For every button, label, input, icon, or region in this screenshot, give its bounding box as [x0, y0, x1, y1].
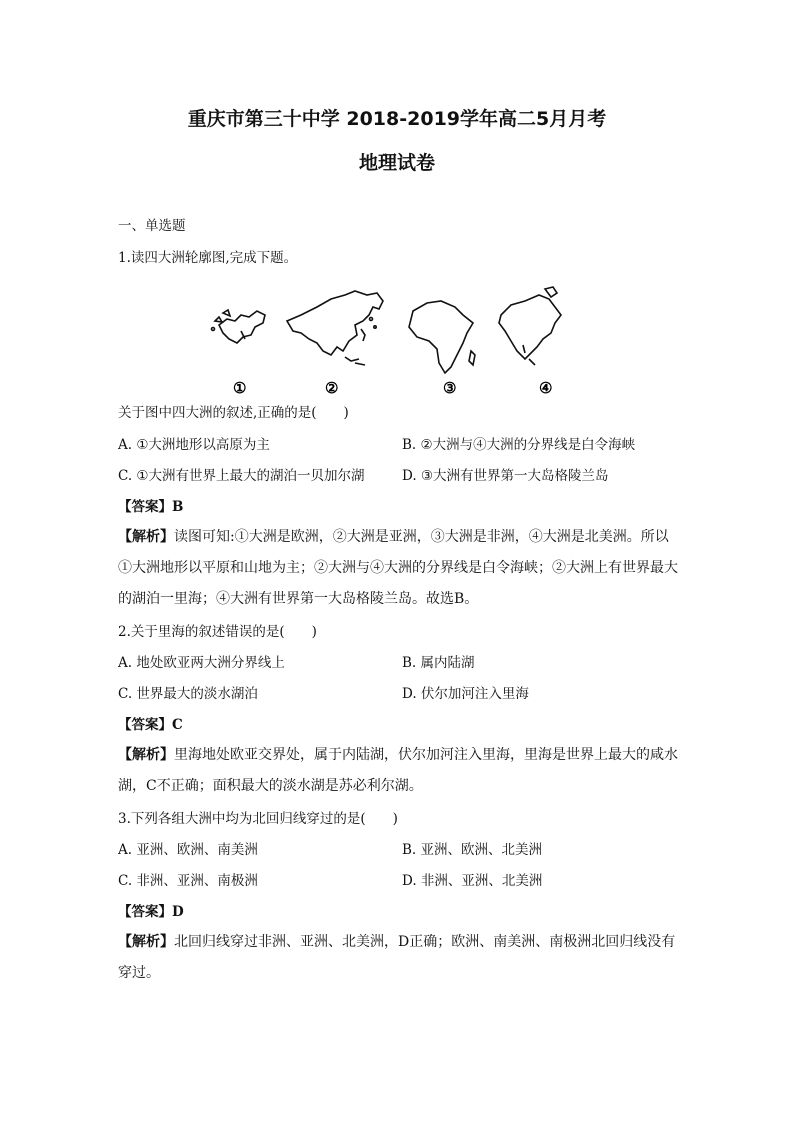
figure-label-2: ② [325, 379, 339, 397]
q2-option-c: C. 世界最大的淡水湖泊 [118, 686, 258, 702]
analysis-label: 【解析】 [118, 747, 174, 763]
q3-option-d: D. 非洲、亚洲、北美洲 [402, 873, 543, 889]
q2-option-b: B. 属内陆湖 [402, 655, 475, 671]
analysis-label: 【解析】 [118, 529, 174, 545]
q3-option-a: A. 亚洲、欧洲、南美洲 [118, 842, 258, 858]
q1-option-a: A. ①大洲地形以高原为主 [118, 437, 270, 453]
q1-option-d: D. ③大洲有世界第一大岛格陵兰岛 [402, 468, 609, 484]
q1-option-b: B. ②大洲与④大洲的分界线是白令海峡 [402, 437, 636, 453]
q3-option-b: B. 亚洲、欧洲、北美洲 [402, 842, 543, 858]
q3-analysis [118, 927, 678, 989]
q2-analysis [118, 740, 678, 802]
q2-stem: 2.关于里海的叙述错误的是( ) [118, 624, 317, 640]
asia-outline [287, 291, 383, 365]
analysis-label: 【解析】 [118, 934, 174, 950]
section-heading: 一、单选题 [118, 218, 186, 234]
q3-answer: 【答案】D [118, 904, 184, 920]
figure-label-3: ③ [443, 379, 457, 397]
q1-analysis [118, 522, 678, 615]
figure-label-4: ④ [539, 379, 553, 397]
q2-answer: 【答案】C [118, 717, 183, 733]
exam-title: 重庆市第三十中学 2018-2019学年高二5月月考 [187, 108, 607, 130]
africa-outline [409, 301, 475, 373]
q3-stem: 3.下列各组大洲中均为北回归线穿过的是( ) [118, 811, 398, 827]
continents-outline-figure [205, 285, 585, 397]
analysis-text: 里海地处欧亚交界处，属于内陆湖，伏尔加河注入里海，里海是世界上最大的咸水湖，C不正确；面积最大的淡水湖是苏必利尔湖。 [118, 747, 678, 794]
analysis-text: 读图可知:①大洲是欧洲，②大洲是亚洲，③大洲是非洲，④大洲是北美洲。所以①大洲地形以平原和山地为主；②大洲与④大洲的分界线是白令海峡；②大洲上有世界最大的湖泊一里海；④大洲有世界第一大岛格陵兰岛。故选B。 [118, 529, 678, 607]
analysis-text: 北回归线穿过非洲、亚洲、北美洲，D正确；欧洲、南美洲、南极洲北回归线没有穿过。 [118, 934, 676, 981]
europe-outline [212, 310, 266, 343]
q1-question: 关于图中四大洲的叙述,正确的是( ) [118, 405, 349, 421]
exam-subtitle: 地理试卷 [358, 152, 435, 174]
q1-answer: 【答案】B [118, 499, 184, 515]
q2-option-a: A. 地处欧亚两大洲分界线上 [118, 655, 285, 671]
q1-stem: 1.读四大洲轮廓图,完成下题。 [118, 250, 298, 266]
q3-option-c: C. 非洲、亚洲、南极洲 [118, 873, 258, 889]
q1-option-c: C. ①大洲有世界上最大的湖泊一贝加尔湖 [118, 468, 365, 484]
q2-option-d: D. 伏尔加河注入里海 [402, 686, 529, 702]
figure-label-1: ① [233, 379, 247, 397]
north-america-outline [499, 287, 561, 365]
